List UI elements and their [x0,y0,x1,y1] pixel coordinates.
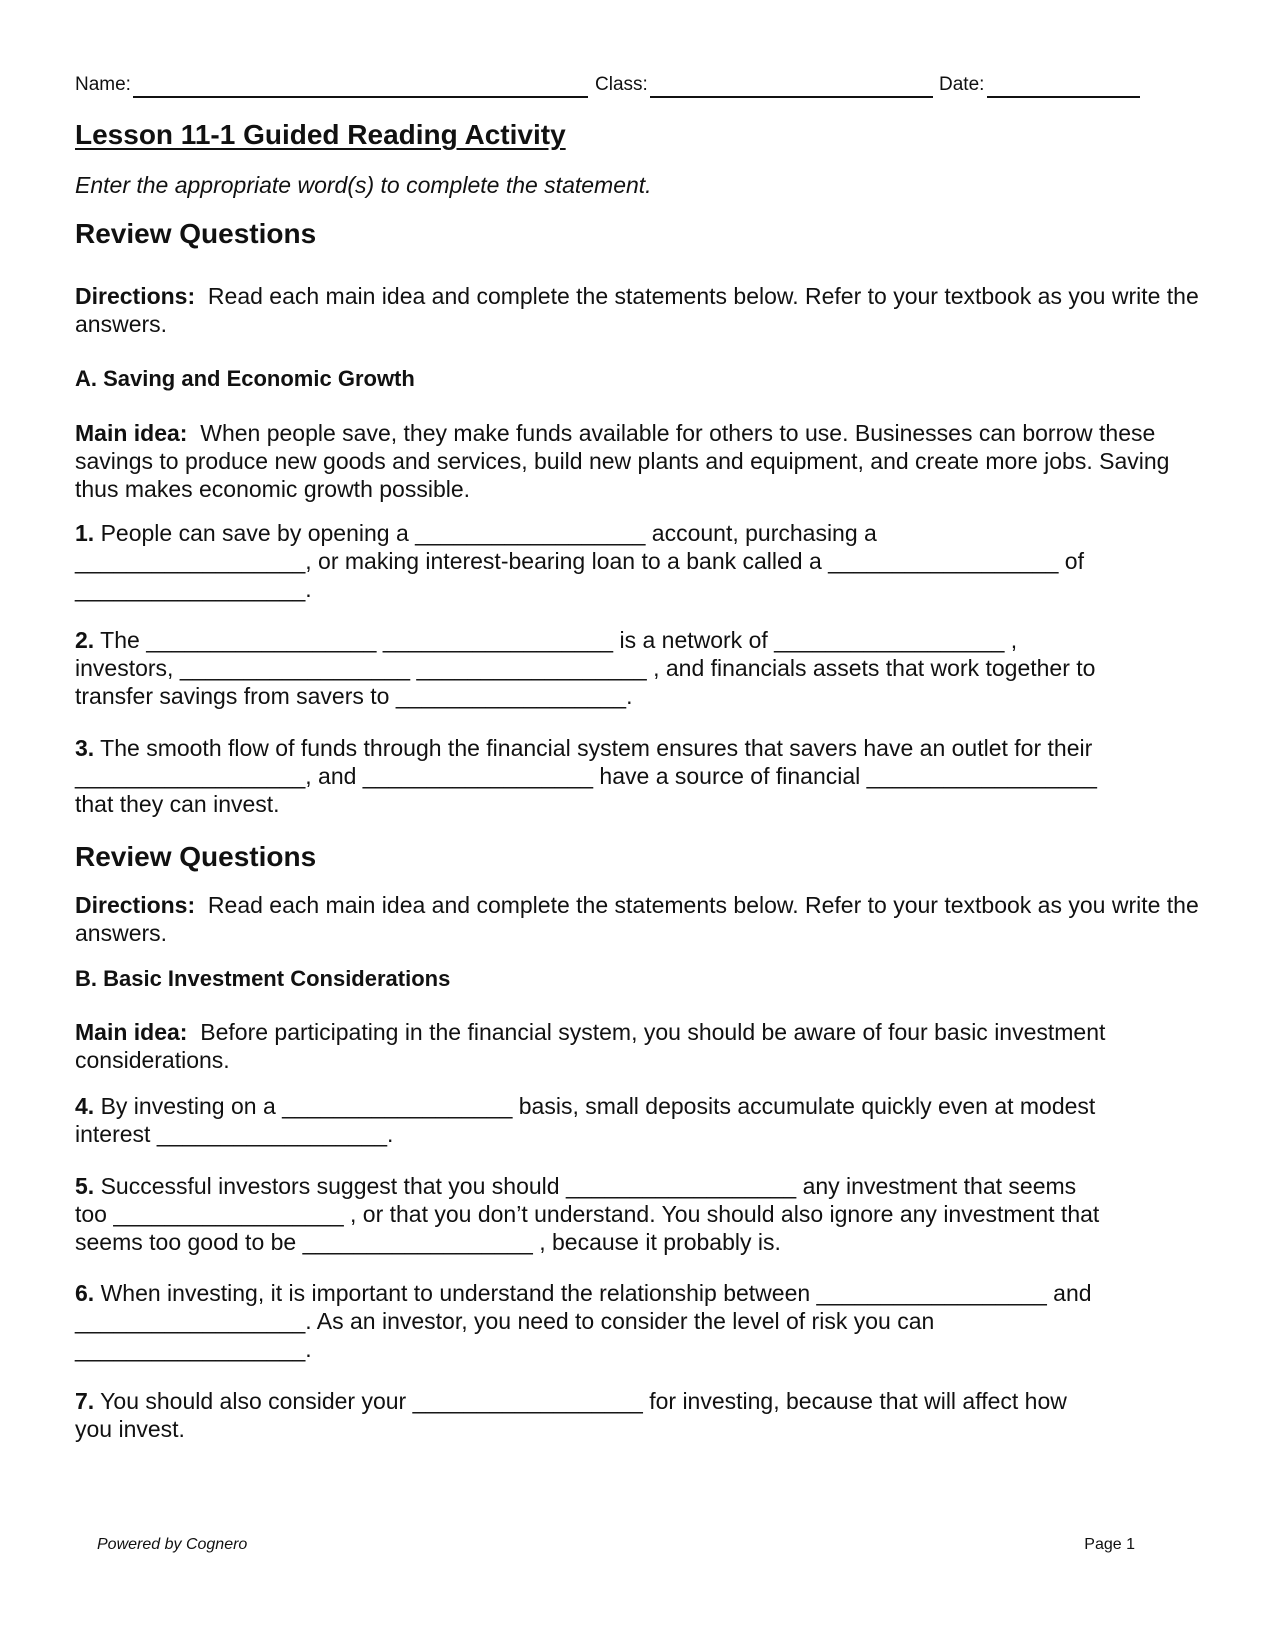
section-b-directions [75,891,1200,947]
question-3[interactable] [75,734,1200,818]
footer-page-number: Page 1 [1084,1536,1135,1553]
question-line: too __________________ , or that you don’t understand. You should also ignore any investment that [75,1201,1100,1227]
question-number: 1. [75,520,95,546]
date-label: Date: [939,74,985,95]
question-line: seems too good to be __________________ , because it probably is. [75,1229,781,1255]
name-field-line[interactable] [133,96,588,98]
main-idea-text: Before participating in the financial system, you should be aware of four basic investment considerations. [75,1019,1106,1073]
question-line: investors, __________________ __________________ , and financials assets that work together to [75,655,1096,681]
question-number: 7. [75,1388,95,1414]
section-a-directions [75,282,1200,338]
question-line: that they can invest. [75,791,280,817]
question-number: 2. [75,627,95,653]
question-line: transfer savings from savers to __________________. [75,683,633,709]
date-field-line[interactable] [987,96,1140,98]
question-5[interactable] [75,1172,1200,1256]
question-line: The __________________ __________________ is a network of __________________ , [100,627,1018,653]
question-7[interactable] [75,1387,1200,1443]
question-1[interactable] [75,519,1200,603]
directions-text: Read each main idea and complete the statements below. Refer to your textbook as you write the answers. [75,892,1199,946]
footer-powered-by: Powered by Cognero [97,1536,248,1553]
question-line: When investing, it is important to understand the relationship between __________________ and [100,1280,1092,1306]
main-idea-text: When people save, they make funds available for others to use. Businesses can borrow these savings to produce new goods and services, build new plants and equipment, and create more jobs. Saving thus makes economic growth possible. [75,420,1170,502]
question-6[interactable] [75,1279,1200,1363]
question-line: __________________, or making interest-bearing loan to a bank called a __________________ of [75,548,1084,574]
directions-text: Read each main idea and complete the statements below. Refer to your textbook as you write the answers. [75,283,1199,337]
question-line: The smooth flow of funds through the financial system ensures that savers have an outlet for their [100,735,1093,761]
question-line: People can save by opening a __________________ account, purchasing a [100,520,877,546]
question-number: 6. [75,1280,95,1306]
question-number: 5. [75,1173,95,1199]
section-b-subheading: B. Basic Investment Considerations [75,966,451,991]
question-line: __________________. [75,1336,312,1362]
question-line: you invest. [75,1416,185,1442]
directions-label: Directions: [75,283,196,309]
section-b-main-idea [75,1018,1200,1074]
question-line: By investing on a __________________ basis, small deposits accumulate quickly even at modest [100,1093,1096,1119]
question-line: interest __________________. [75,1121,394,1147]
question-number: 4. [75,1093,95,1119]
question-4[interactable] [75,1092,1200,1148]
page-title: Lesson 11-1 Guided Reading Activity [75,119,566,150]
header-fields [75,72,1200,102]
class-label: Class: [595,74,648,95]
instruction-text: Enter the appropriate word(s) to complete the statement. [75,172,652,198]
section-b-heading: Review Questions [75,841,317,872]
section-a-subheading: A. Saving and Economic Growth [75,366,415,391]
directions-label: Directions: [75,892,196,918]
class-field-line[interactable] [650,96,933,98]
question-line: __________________. As an investor, you need to consider the level of risk you can [75,1308,935,1334]
name-label: Name: [75,74,131,95]
question-line: Successful investors suggest that you should __________________ any investment that seems [100,1173,1077,1199]
question-number: 3. [75,735,95,761]
question-line: You should also consider your __________________ for investing, because that will affect how [100,1388,1067,1414]
question-line: __________________, and __________________ have a source of financial __________________ [75,763,1097,789]
main-idea-label: Main idea: [75,420,188,446]
question-2[interactable] [75,626,1200,710]
section-a-main-idea [75,419,1200,503]
section-a-heading: Review Questions [75,218,317,249]
question-line: __________________. [75,576,312,602]
main-idea-label: Main idea: [75,1019,188,1045]
